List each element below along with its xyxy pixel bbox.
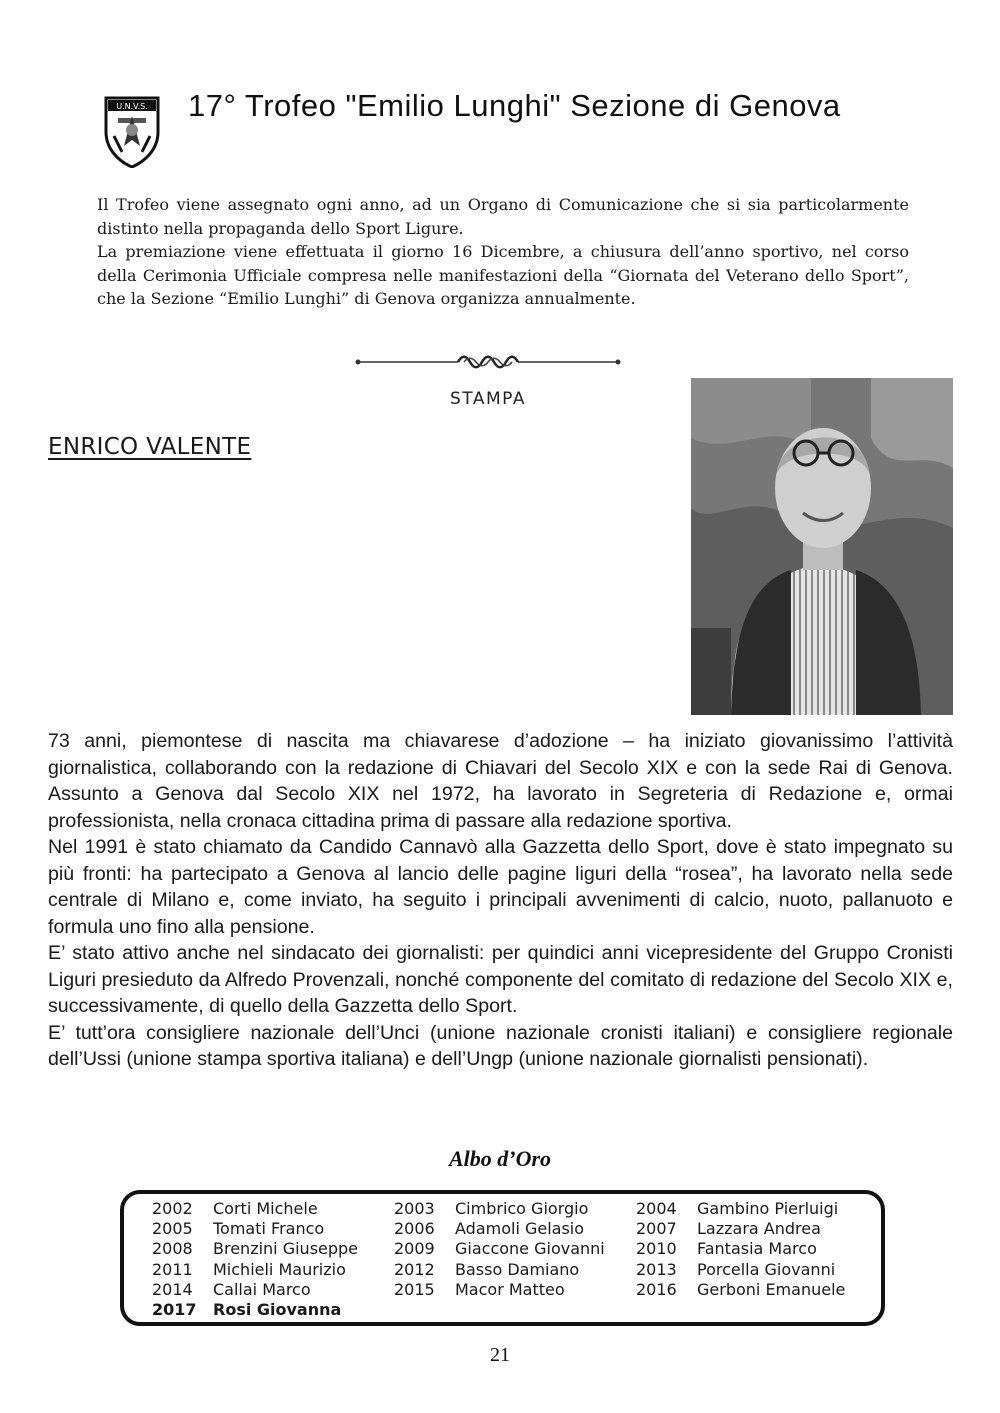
albo-year: 2013 bbox=[636, 1259, 677, 1279]
albo-year: 2005 bbox=[152, 1219, 193, 1239]
bio-paragraph: Nel 1991 è stato chiamato da Candido Cannavò alla Gazzetta dello Sport, dove è stato impegnato su più fronti: ha partecipato a Genova al lancio delle pagine liguri della “rosea”, ha lavorato nella sede centrale di Milano e, come inviato, ha seguito i principali avvenimenti di calcio, nuoto, pallanuoto e formula uno fino alla pensione. bbox=[48, 836, 953, 938]
albo-row bbox=[152, 1219, 878, 1239]
albo-row bbox=[152, 1280, 878, 1300]
albo-winner: Corti Michele bbox=[213, 1199, 318, 1218]
albo-entry bbox=[152, 1219, 394, 1239]
albo-list bbox=[152, 1199, 878, 1320]
albo-row bbox=[152, 1199, 878, 1219]
albo-row-current-winner bbox=[152, 1300, 878, 1320]
albo-winner: Michieli Maurizio bbox=[213, 1259, 346, 1279]
albo-winner: Porcella Giovanni bbox=[697, 1259, 836, 1279]
albo-winner: Lazzara Andrea bbox=[697, 1219, 821, 1239]
intro-paragraph: La premiazione viene effettuata il giorno 16 Dicembre, a chiusura dell’anno sportivo, nel corso della Cerimonia Ufficiale compresa nelle manifestazioni della “Giornata del Veterano dello Sport”, che la Sezione “Emilio Lunghi” di Genova organizza annualmente. bbox=[97, 242, 909, 308]
section-label: STAMPA bbox=[450, 389, 526, 409]
albo-entry bbox=[394, 1199, 636, 1219]
albo-year: 2006 bbox=[394, 1219, 435, 1239]
albo-entry bbox=[152, 1260, 394, 1280]
albo-entry bbox=[636, 1239, 878, 1259]
albo-year: 2003 bbox=[394, 1199, 435, 1218]
albo-title: Albo d’Oro bbox=[448, 1146, 552, 1171]
albo-year: 2016 bbox=[636, 1279, 677, 1299]
albo-entry bbox=[152, 1239, 394, 1259]
albo-year: 2012 bbox=[394, 1259, 435, 1279]
albo-year: 2007 bbox=[636, 1219, 677, 1239]
albo-year: 2010 bbox=[636, 1239, 677, 1259]
albo-entry bbox=[394, 1239, 636, 1259]
albo-entry bbox=[394, 1219, 636, 1239]
logo-text: U.N.V.S. bbox=[116, 102, 148, 111]
albo-year: 2004 bbox=[636, 1199, 677, 1218]
biography bbox=[48, 728, 953, 1073]
albo-winner: Fantasia Marco bbox=[697, 1239, 817, 1259]
albo-entry bbox=[394, 1260, 636, 1280]
albo-entry bbox=[636, 1280, 878, 1300]
albo-winner: Adamoli Gelasio bbox=[455, 1219, 585, 1239]
albo-winner: Brenzini Giuseppe bbox=[213, 1239, 359, 1259]
albo-entry bbox=[152, 1199, 394, 1219]
albo-entry bbox=[152, 1300, 394, 1320]
albo-winner: Giaccone Giovanni bbox=[455, 1239, 605, 1259]
albo-year: 2017 bbox=[152, 1299, 197, 1319]
albo-year: 2015 bbox=[394, 1279, 435, 1299]
albo-winner: Callai Marco bbox=[213, 1279, 311, 1299]
page-title: 17° Trofeo "Emilio Lunghi" Sezione di Genova bbox=[188, 88, 841, 123]
intro-paragraph: Il Trofeo viene assegnato ogni anno, ad un Organo di Comunicazione che si sia particolarmente distinto nella propaganda dello Sport Ligure. bbox=[97, 195, 909, 238]
albo-year: 2009 bbox=[394, 1239, 435, 1259]
person-name: ENRICO VALENTE bbox=[48, 434, 252, 460]
albo-entry bbox=[636, 1260, 878, 1280]
albo-year: 2008 bbox=[152, 1239, 193, 1259]
albo-year: 2011 bbox=[152, 1259, 193, 1279]
albo-winner: Macor Matteo bbox=[455, 1279, 565, 1299]
albo-entry bbox=[636, 1199, 878, 1219]
bio-paragraph: E’ tutt’ora consigliere nazionale dell’Unci (unione nazionale cronisti italiani) e consigliere regionale dell’Ussi (unione stampa sportiva italiana) e dell’Ungp (unione nazionale giornalisti pensionati). bbox=[48, 1021, 953, 1070]
bio-paragraph: E’ stato attivo anche nel sindacato dei giornalisti: per quindici anni vicepresidente del Gruppo Cronisti Liguri presieduto da Alfredo Provenzali, nonché componente del comitato di redazione del Secolo XIX e, successivamente, di quello della Gazzetta dello Sport. bbox=[48, 942, 953, 1017]
albo-winner: Basso Damiano bbox=[455, 1259, 580, 1279]
albo-row bbox=[152, 1239, 878, 1259]
intro-text bbox=[97, 193, 909, 311]
page-number: 21 bbox=[490, 1344, 510, 1366]
unvs-logo bbox=[104, 96, 160, 168]
albo-entry bbox=[394, 1280, 636, 1300]
albo-entry bbox=[636, 1219, 878, 1239]
albo-winner: Cimbrico Giorgio bbox=[455, 1199, 589, 1218]
albo-entry bbox=[152, 1280, 394, 1300]
albo-row bbox=[152, 1260, 878, 1280]
albo-winner: Gambino Pierluigi bbox=[697, 1199, 839, 1218]
albo-year: 2002 bbox=[152, 1199, 193, 1218]
albo-year: 2014 bbox=[152, 1279, 193, 1299]
ornament-divider bbox=[354, 352, 622, 372]
bio-paragraph: 73 anni, piemontese di nascita ma chiavarese d’adozione – ha iniziato giovanissimo l’attività giornalistica, collaborando con la redazione di Chiavari del Secolo XIX e con la sede Rai di Genova. Assunto a Genova dal Secolo XIX nel 1972, ha lavorato in Segreteria di Redazione e, ormai professionista, nella cronaca cittadina prima di passare alla redazione sportiva. bbox=[48, 730, 953, 832]
albo-winner: Gerboni Emanuele bbox=[697, 1279, 846, 1299]
albo-winner: Rosi Giovanna bbox=[213, 1299, 342, 1319]
albo-winner: Tomati Franco bbox=[213, 1219, 325, 1239]
portrait-photo bbox=[691, 378, 953, 715]
